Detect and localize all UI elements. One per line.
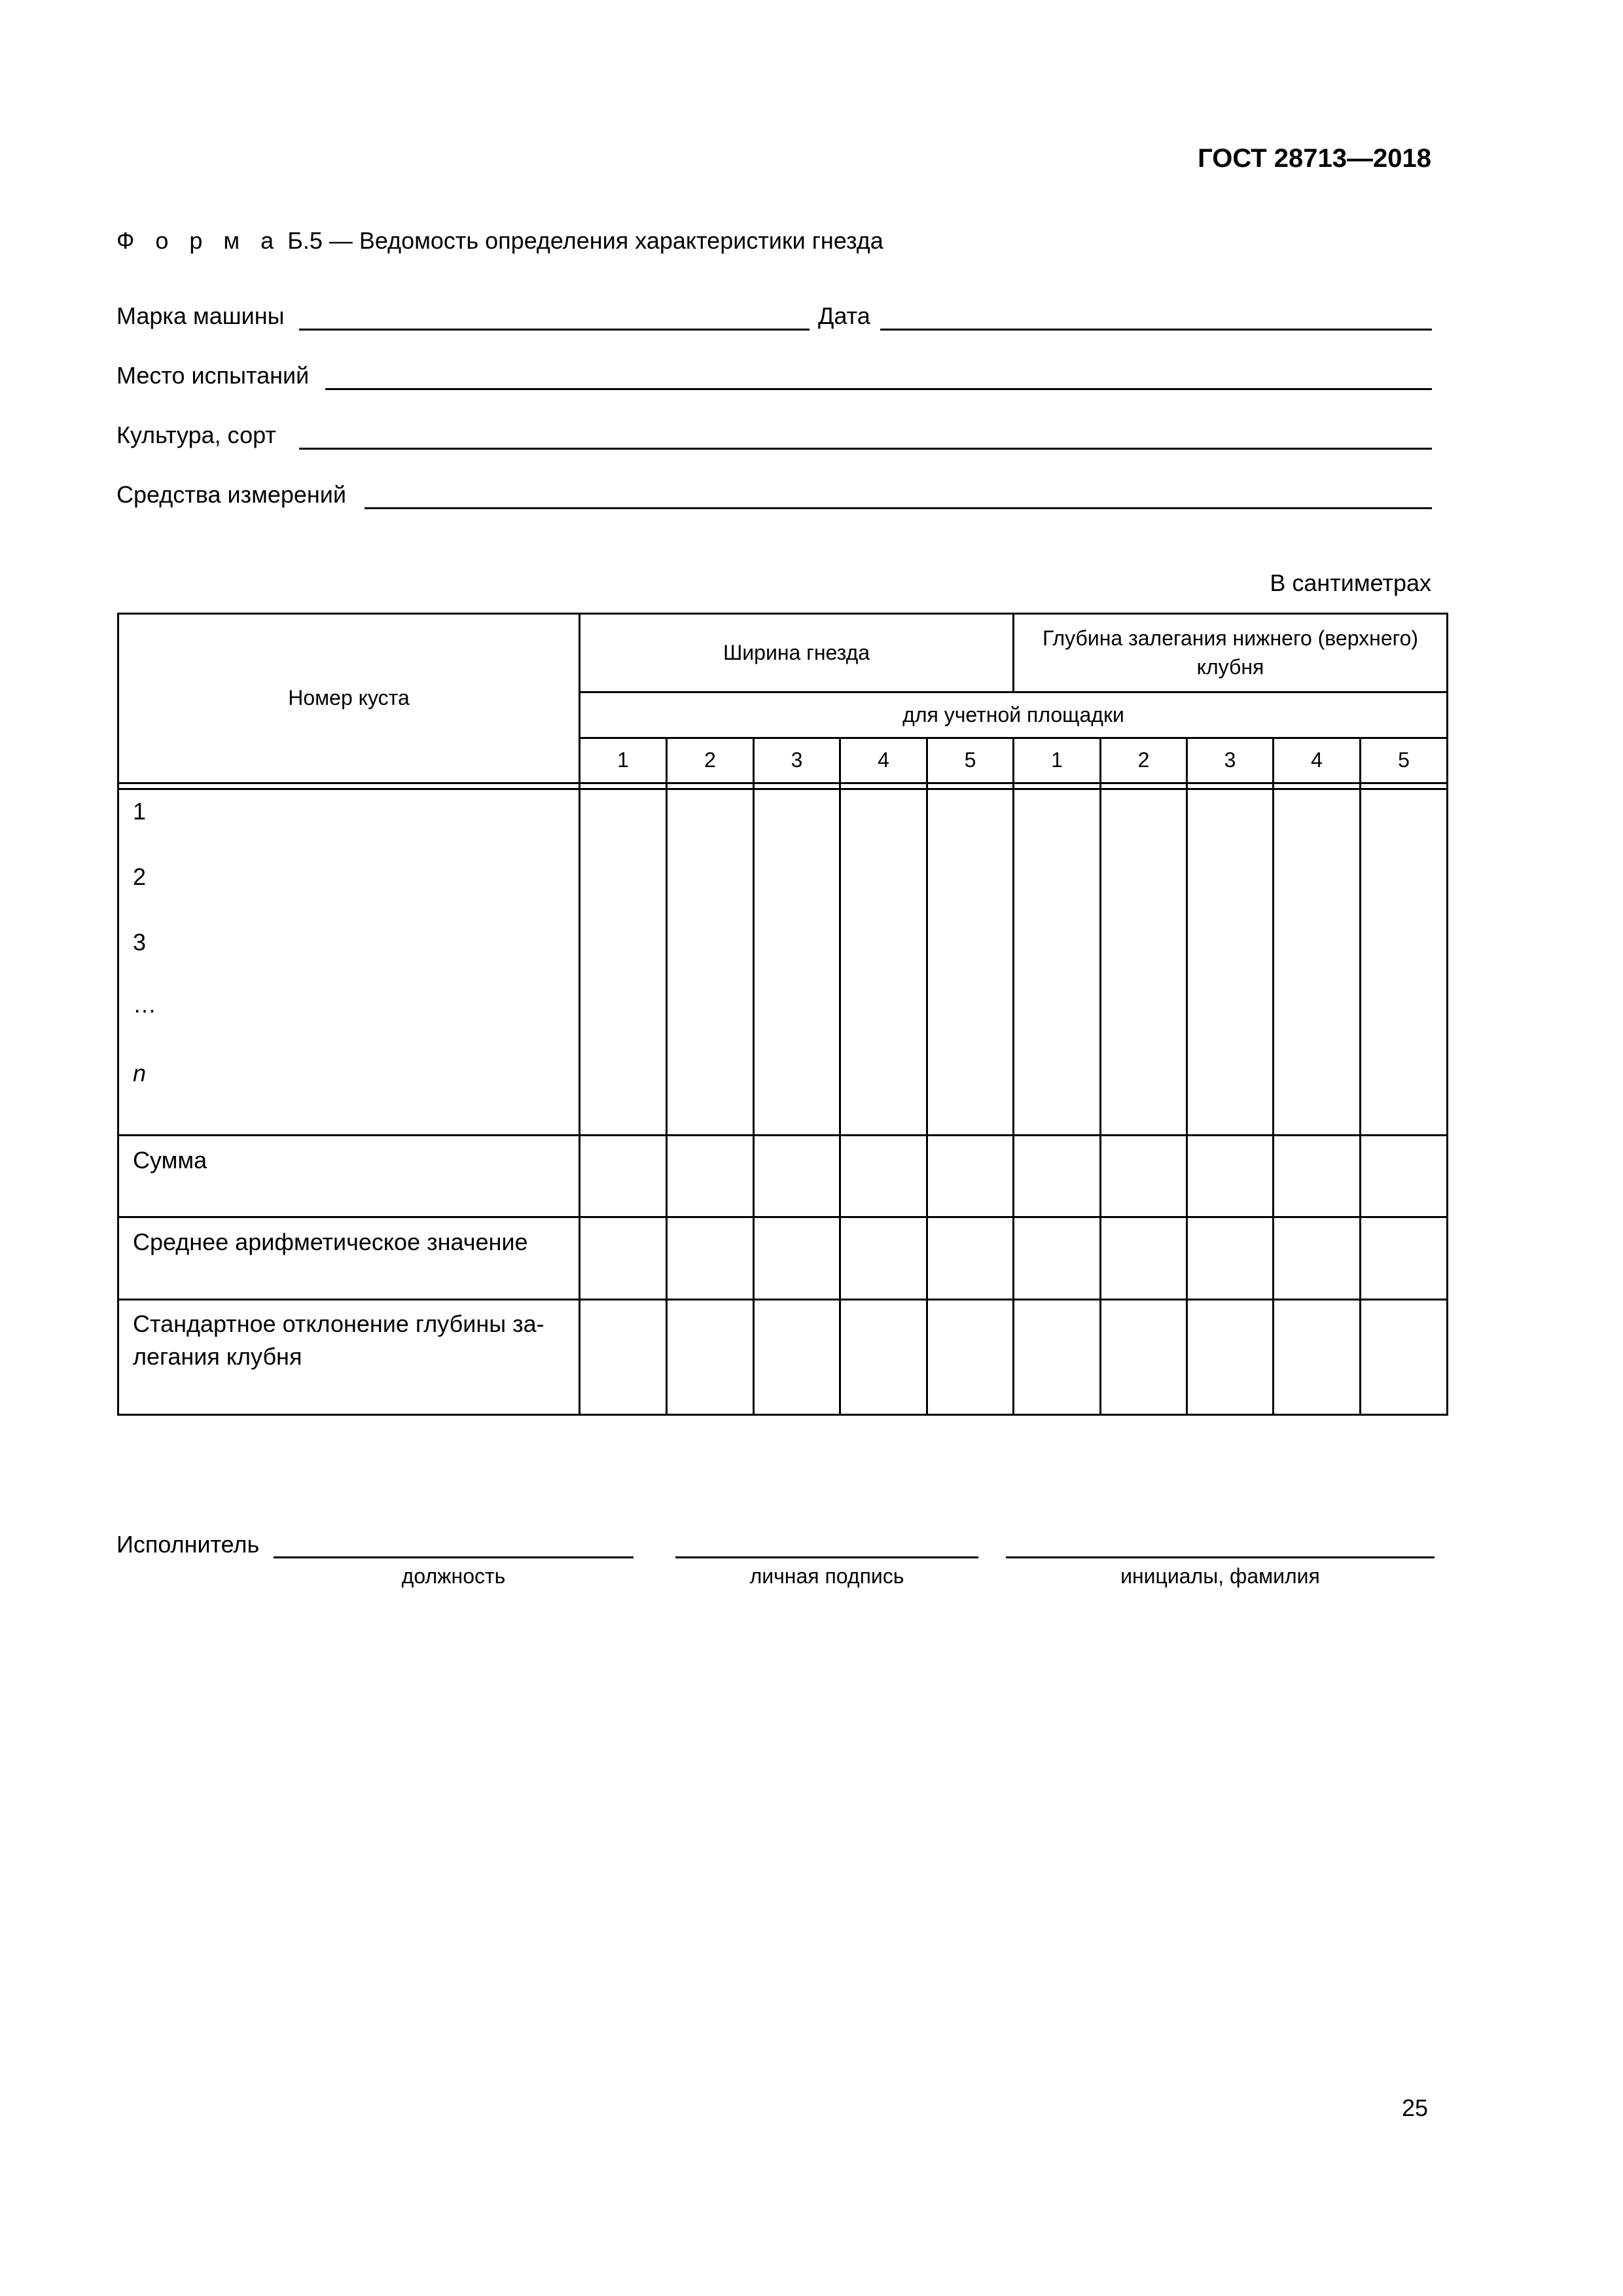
std-row-label-line2: легания клубня bbox=[133, 1343, 302, 1371]
plot-number: 4 bbox=[1311, 748, 1323, 772]
table-line-v7 bbox=[1186, 737, 1188, 1416]
table-line-v8 bbox=[1272, 737, 1274, 1416]
measurement-tools-line[interactable] bbox=[365, 507, 1432, 509]
plot-number: 5 bbox=[964, 748, 976, 772]
table-line-v2 bbox=[753, 737, 755, 1416]
table-line-v3 bbox=[839, 737, 841, 1416]
test-place-label: Место испытаний bbox=[116, 362, 310, 389]
std-row-label bbox=[133, 1308, 578, 1374]
date-label: Дата bbox=[818, 302, 870, 329]
plot-header: для учетной площадки bbox=[902, 702, 1124, 726]
width-header: Ширина гнезда bbox=[722, 640, 870, 664]
crop-variety-line[interactable] bbox=[299, 448, 1432, 450]
measurement-tools-label: Средства измерений bbox=[116, 481, 347, 508]
position-caption: должность bbox=[401, 1564, 506, 1588]
table-border-bottom bbox=[117, 1414, 1448, 1416]
table-line-v1 bbox=[666, 737, 668, 1416]
mean-row-label: Среднее арифметическое значение bbox=[133, 1229, 528, 1255]
std-row-label-line1: Стандартное отклонение глубины за- bbox=[133, 1310, 544, 1337]
plot-number: 2 bbox=[1137, 748, 1150, 772]
name-line[interactable] bbox=[1006, 1556, 1435, 1558]
form-prefix: Ф о р м а bbox=[116, 227, 281, 254]
form-title bbox=[116, 229, 883, 253]
name-caption: инициалы, фамилия bbox=[1120, 1564, 1320, 1588]
signature-line[interactable] bbox=[675, 1556, 978, 1558]
bush-number-header: Номер куста bbox=[288, 686, 410, 710]
table-line-v9 bbox=[1359, 737, 1361, 1416]
table-line-h5 bbox=[117, 1216, 1448, 1218]
page-number: 25 bbox=[1401, 2094, 1428, 2121]
bush-row-label: … bbox=[133, 991, 156, 1018]
date-line[interactable] bbox=[880, 329, 1432, 331]
crop-variety-label: Культура, сорт bbox=[116, 422, 276, 448]
machine-brand-line[interactable] bbox=[299, 329, 810, 331]
plot-number: 5 bbox=[1398, 748, 1410, 772]
units-note: В сантиметрах bbox=[1270, 569, 1431, 596]
bush-row-label: 2 bbox=[133, 863, 147, 890]
table-line-h4 bbox=[117, 1134, 1448, 1136]
table-line-h3 bbox=[117, 782, 1448, 784]
plot-number: 3 bbox=[1224, 748, 1236, 772]
table-line-h3b bbox=[117, 788, 1448, 790]
plot-number: 1 bbox=[617, 748, 629, 772]
table-line-v5-top bbox=[1012, 613, 1014, 691]
bush-row-label: 1 bbox=[133, 798, 147, 825]
plot-number: 1 bbox=[1051, 748, 1063, 772]
plot-number: 2 bbox=[704, 748, 716, 772]
plot-number: 3 bbox=[791, 748, 803, 772]
position-line[interactable] bbox=[274, 1556, 633, 1558]
table-line-v5 bbox=[1012, 737, 1014, 1416]
machine-brand-label: Марка машины bbox=[116, 302, 285, 329]
table-line-h6 bbox=[117, 1299, 1448, 1300]
standard-number: ГОСТ 28713—2018 bbox=[1198, 144, 1431, 173]
table-line-v6 bbox=[1099, 737, 1101, 1416]
sum-row-label: Сумма bbox=[133, 1147, 207, 1174]
signature-caption: личная подпись bbox=[749, 1564, 904, 1588]
plot-number: 4 bbox=[878, 748, 889, 772]
bush-row-label: 3 bbox=[133, 929, 147, 956]
table-border-right bbox=[1446, 613, 1448, 1416]
depth-header: Глубина залегания нижнего (верхнего) клубня bbox=[1042, 626, 1419, 679]
table-line-v4 bbox=[926, 737, 928, 1416]
form-title-text: Б.5 — Ведомость определения характеристики гнезда bbox=[287, 227, 883, 254]
bush-row-label: n bbox=[133, 1060, 147, 1086]
test-place-line[interactable] bbox=[325, 388, 1432, 390]
performer-label: Исполнитель bbox=[116, 1531, 260, 1558]
